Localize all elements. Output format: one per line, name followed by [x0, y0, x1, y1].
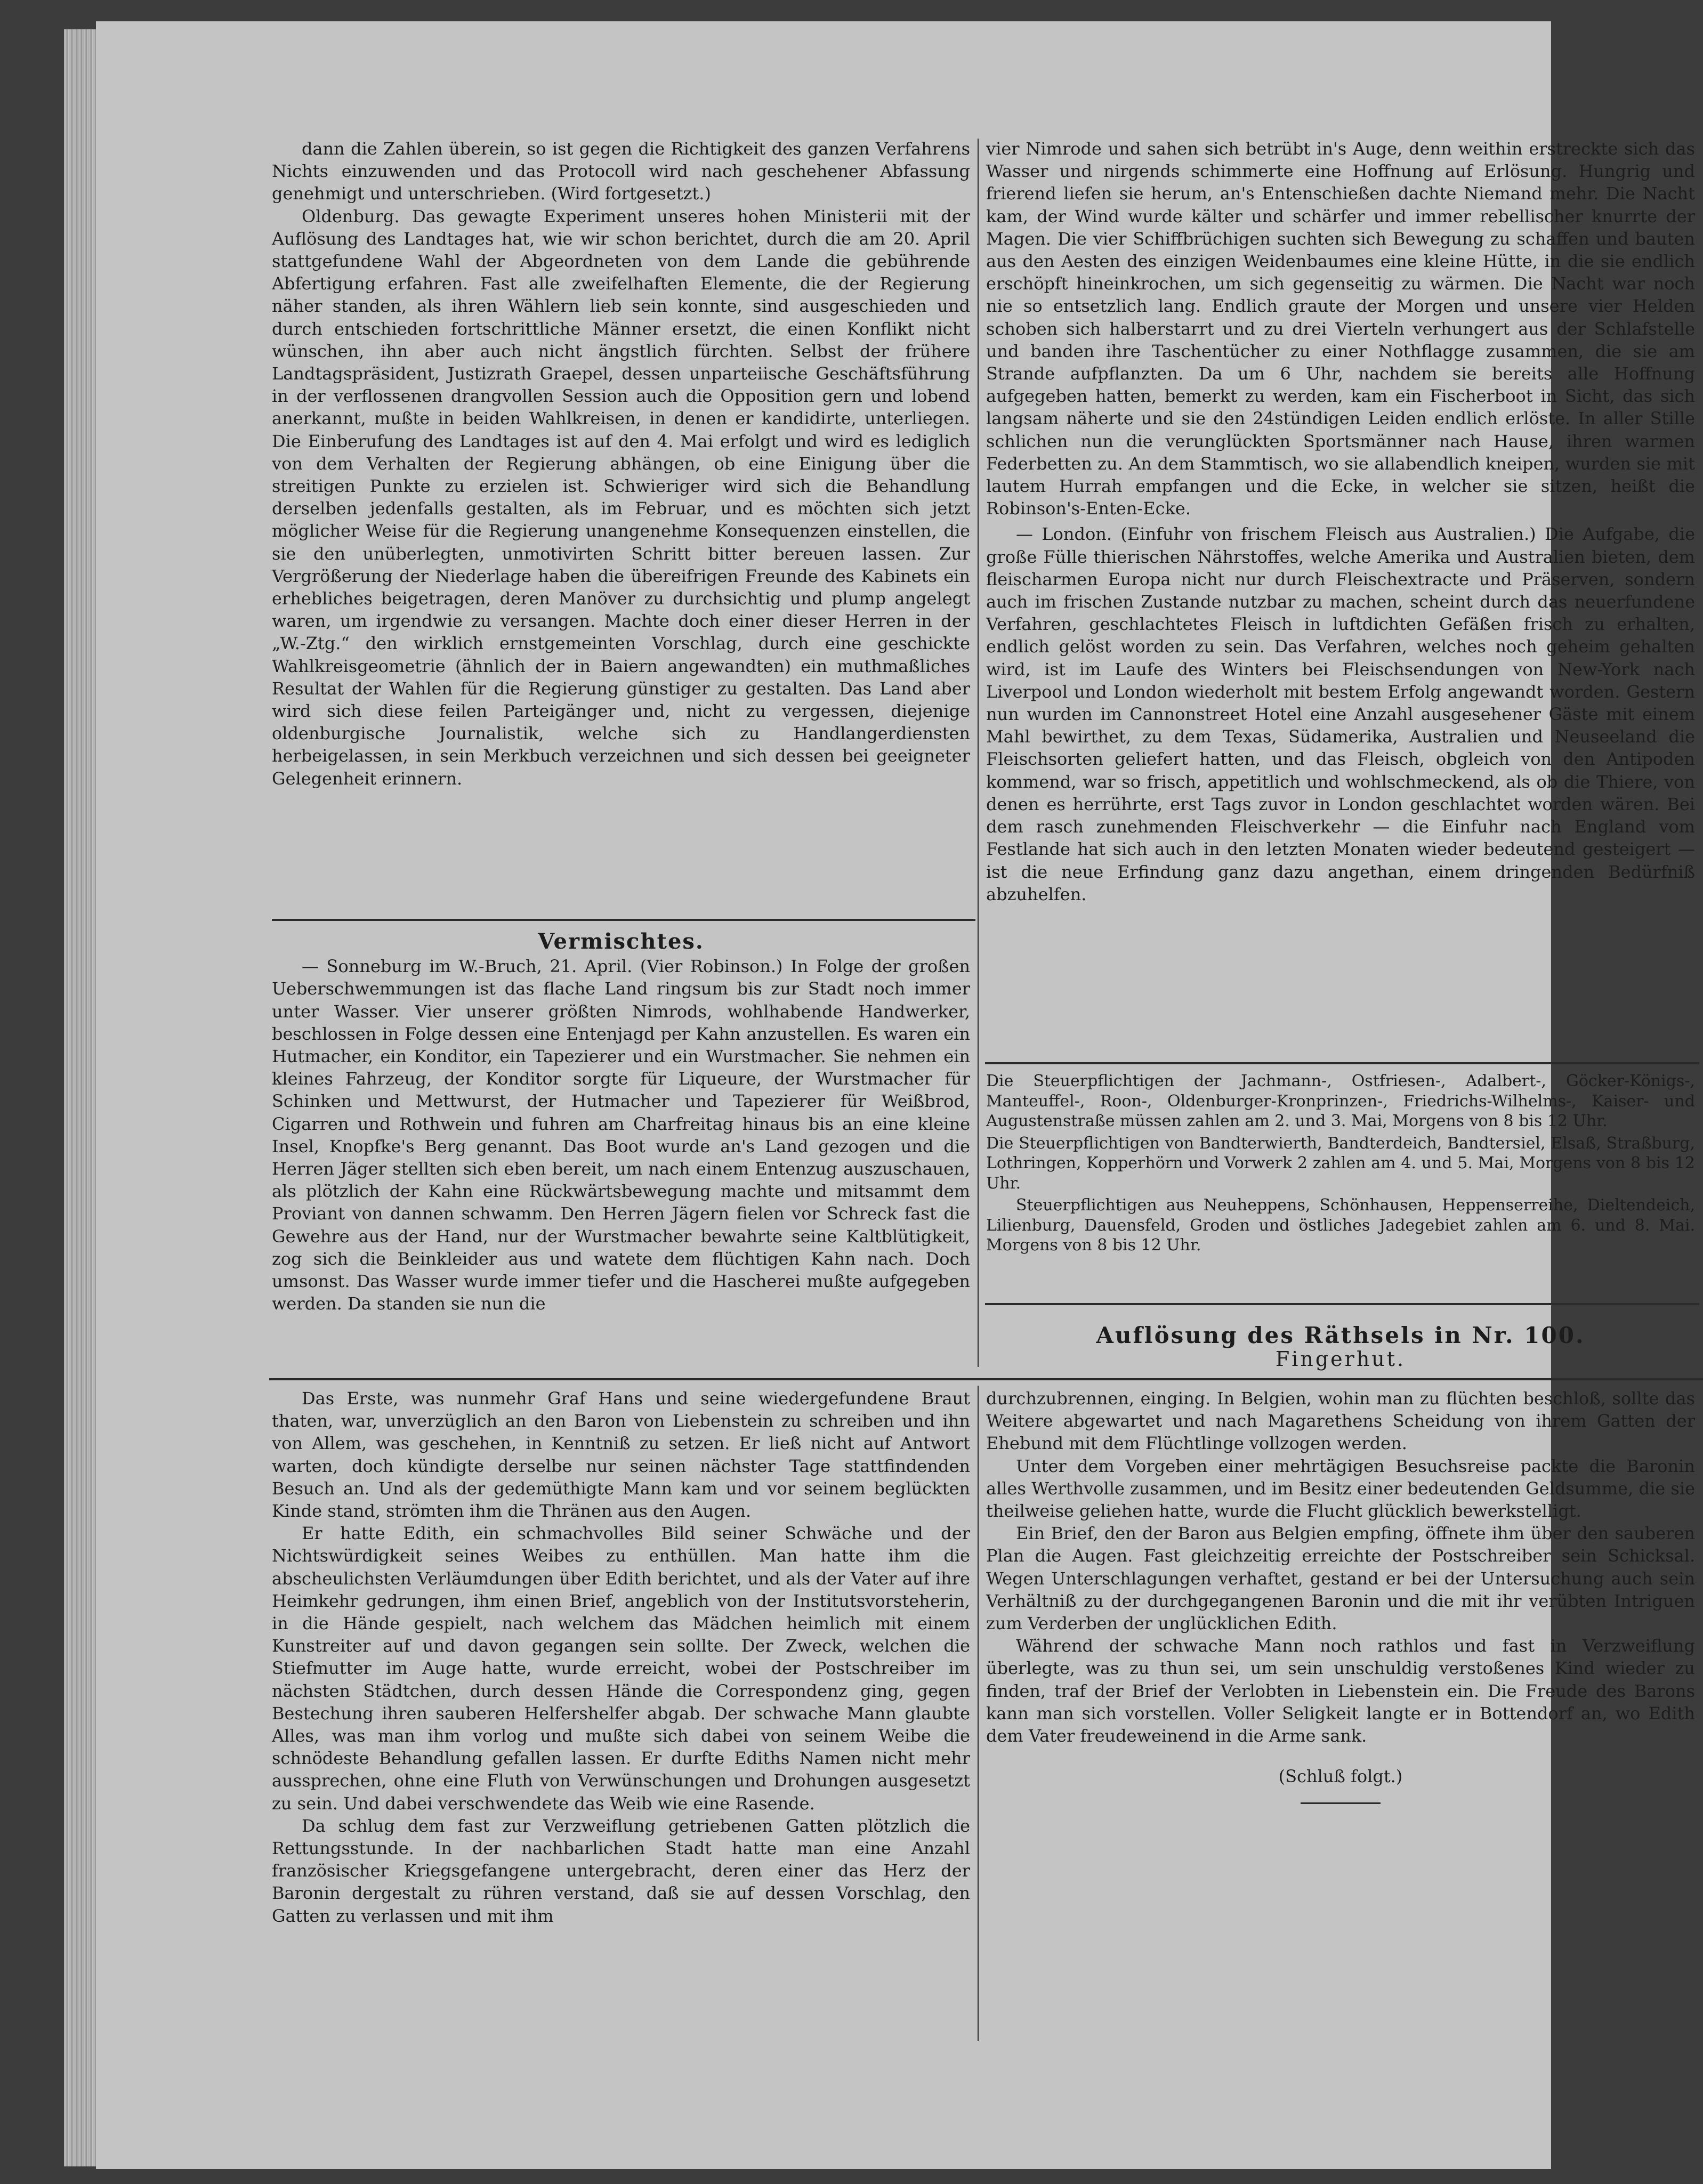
- feuilleton-paragraph: Das Erste, was nunmehr Graf Hans und seine wiedergefundene Braut thaten, war, unverzüglich an den Baron von Liebenstein zu schreiben und ihn von Allem, was geschehen, in Kenntniß zu setzen. Er ließ nicht auf Antwort warten, doch kündigte derselbe nur seinen nächster Tage stattfindenden Besuch an. Und als der gedemüthigte Mann kam und vor seinem beglückten Kinde stand, strömten ihm die Thränen aus den Augen.: [272, 1388, 970, 1522]
- paragraph-continuation: dann die Zahlen überein, so ist gegen die Richtigkeit des ganzen Verfahrens Nichts einzuwenden und das Protocoll wird nach geschehener Abfassung genehmigt und unterschrieben. (Wird fortgesetzt.): [272, 139, 970, 204]
- announcement-item: Die Steuerpflichtigen von Bandterwierth, Bandterdeich, Bandtersiel, Elsaß, Straßburg, Lothringen, Kopperhörn und Vorwerk 2 zahlen am 4. und 5. Mai, Morgens von 8 bis 12 Uhr.: [986, 1134, 1695, 1193]
- raetsel-rule: [985, 1303, 1699, 1305]
- column-divider-upper: [978, 139, 979, 1367]
- feuilleton-paragraph: Er hatte Edith, ein schmachvolles Bild seiner Schwäche und der Nichtswürdigkeit seines Weibes zu enthüllen. Man hatte ihm die abscheulichsten Verläumdungen über Edith berichtet, und als der Vater auf ihre Heimkehr gedrungen, ihm einen Brief, angeblich von der Institutsvorsteherin, in die Hände gespielt, nach welchem das Mädchen heimlich mit einem Kunstreiter auf und davon gegangen sein sollte. Der Zweck, welchen die Stiefmutter im Auge hatte, wurde erreicht, wobei der Postschreiber im nächsten Städtchen, durch dessen Hände die Correspondenz ging, gegen Bestechung ihren sauberen Helfershelfer abgab. Der schwache Mann glaubte Alles, was man ihm vorlog und mußte sich dabei von seinem Weibe die schnödeste Behandlung gefallen lassen. Er durfte Ediths Namen nicht mehr aussprechen, ohne eine Fluth von Verwünschungen und Drohungen ausgesetzt zu sein. Und dabei verschwendete das Weib wie eine Rasende.: [272, 1523, 970, 1814]
- paragraph-london: — London. (Einfuhr von frischem Fleisch aus Australien.) Die Aufgabe, die große Fülle thierischen Nährstoffes, welche Amerika und Australien bieten, dem fleischarmen Europa nicht nur durch Fleischextracte und Präserven, sondern auch im frischen Zustande nutzbar zu machen, scheint durch das neuerfundene Verfahren, geschlachtetes Fleisch in luftdichten Gefäßen frisch zu erhalten, endlich gelöst worden zu sein. Das Verfahren, welches noch geheim gehalten wird, ist im Laufe des Winters bei Fleischsendungen von New-York nach Liverpool und London wiederholt mit bestem Erfolg angewandt worden. Gestern nun wurden im Cannonstreet Hotel eine Anzahl ausgesehener Gäste mit einem Mahl bewirthet, zu dem Texas, Südamerika, Australien und Neuseeland die Fleischsorten geliefert hatten, und das Fleisch, obgleich von den Antipoden kommend, war so frisch, appetitlich und wohlschmeckend, als ob die Thiere, von denen es herrührte, erst Tags zuvor in London geschlachtet worden wären. Bei dem rasch zunehmenden Fleischverkehr — die Einfuhr nach England vom Festlande hat sich auch in den letzten Monaten wieder bedeutend gesteigert — ist die neue Erfindung ganz dazu angethan, einem dringenden Bedürfniß abzuhelfen.: [986, 524, 1695, 904]
- section-rule: [272, 919, 975, 921]
- vermischtes-heading: Vermischtes.: [538, 929, 704, 954]
- paragraph-sonneburg: — Sonneburg im W.-Bruch, 21. April. (Vier Robinson.) In Folge der großen Ueberschwemmungen ist das flache Land ringsum bis zur Stadt noch immer unter Wasser. Vier unserer größten Nimrods, wohlhabende Handwerker, beschlossen in Folge dessen eine Entenjagd per Kahn anzustellen. Es waren ein Hutmacher, ein Konditor, ein Tapezierer und ein Wurstmacher. Sie nehmen ein kleines Fahrzeug, der Konditor sorgte für Liqueure, der Wurstmacher für Schinken und Mettwurst, der Hutmacher und Tapezierer für Weißbrod, Cigarren und Rothwein und fuhren am Charfreitag hinaus bis an eine kleine Insel, Knopfke's Berg genannt. Das Boot wurde an's Land gezogen und die Herren Jäger stellten sich eben bereit, um nach einem Entenzug auszuschauen, als plötzlich der Kahn eine Rückwärtsbewegung machte und mitsammt dem Proviant von dannen schwamm. Den Herren Jägern fielen vor Schreck fast die Gewehre aus der Hand, nur der Wurstmacher bewahrte seine Kaltblütigkeit, zog sich die Beinkleider aus und watete dem flüchtigen Kahn nach. Doch umsonst. Das Wasser wurde immer tiefer und die Hascherei mußte aufgegeben werden. Da standen sie nun die: [272, 956, 970, 1314]
- raetsel-answer: Fingerhut.: [1275, 1347, 1406, 1371]
- raetsel-title: Auflösung des Räthsels in Nr. 100.: [1096, 1322, 1585, 1348]
- feuilleton-separator: [269, 1378, 1703, 1380]
- column-left-vermischtes: [272, 927, 970, 1315]
- section-rule-right: [985, 1062, 1699, 1064]
- feuilleton-paragraph: Da schlug dem fast zur Verzweiflung getriebenen Gatten plötzlich die Rettungsstunde. In der nachbarlichen Stadt hatte man eine Anzahl französischer Kriegsgefangene untergebracht, deren einer das Herz der Baronin dergestalt zu rühren verstand, daß sie auf dessen Vorschlag, den Gatten zu verlassen und mit ihm: [272, 1815, 970, 1926]
- column-right-top: [986, 137, 1695, 905]
- column-divider-lower: [978, 1386, 979, 2041]
- feuilleton-paragraph: Während der schwache Mann noch rathlos und fast in Verzweiflung überlegte, was zu thun sei, um sein unschuldig verstoßenes Kind wieder zu finden, traf der Brief der Verlobten in Liebenstein ein. Die Freude des Barons kann man sich vorstellen. Voller Seligkeit langte er in Bottendorf an, wo Edith dem Vater freudeweinend in die Arme sank.: [986, 1636, 1695, 1746]
- column-left-top: [272, 137, 970, 790]
- feuilleton-column-right: [986, 1387, 1695, 1804]
- closing-rule: [1301, 1802, 1381, 1804]
- newspaper-page: [96, 21, 1695, 2169]
- feuilleton-paragraph: durchzubrennen, einging. In Belgien, wohin man zu flüchten beschloß, sollte das Weitere abgewartet und nach Magarethens Scheidung von ihrem Gatten der Ehebund mit dem Flüchtlinge vollzogen werden.: [986, 1388, 1695, 1454]
- announcement-item: Steuerpflichtigen aus Neuheppens, Schönhausen, Heppenserreihe, Dieltendeich, Lilienburg, Dauensfeld, Groden und östliches Jadegebiet zahlen am 6. und 8. Mai. Morgens von 8 bis 12 Uhr.: [986, 1196, 1695, 1255]
- raetsel-block: [986, 1324, 1695, 1370]
- paragraph-oldenburg: Oldenburg. Das gewagte Experiment unseres hohen Ministerii mit der Auflösung des Landtages hat, wie wir schon berichtet, durch die am 20. April stattgefundene Wahl der Abgeordneten von dem Lande die gebührende Abfertigung erfahren. Fast alle zweifelhaften Elemente, die der Regierung näher standen, als ihren Wählern lieb sein konnte, sind ausgeschieden und durch entschieden fortschrittliche Männer ersetzt, die einen Konflikt nicht wünschen, ihn aber auch nicht ängstlich fürchten. Selbst der frühere Landtagspräsident, Justizrath Graepel, dessen unparteiische Geschäftsführung in der verflossenen drangvollen Session auch die Opposition gern und lobend anerkannt, mußte in beiden Wahlkreisen, in denen er kandidirte, unterliegen. Die Einberufung des Landtages ist auf den 4. Mai erfolgt und wird es lediglich von dem Verhalten der Regierung abhängen, ob eine Einigung über die streitigen Punkte zu erzielen ist. Schwieriger wird sich die Behandlung derselben jedenfalls gestalten, als im Februar, und es möchten sich jetzt möglicher Weise für die Regierung unangenehme Konsequenzen einstellen, die sie den unüberlegten, unmotivirten Schritt bitter bereuen lassen. Zur Vergrößerung der Niederlage haben die übereifrigen Freunde des Kabinets ein erhebliches beigetragen, deren Manöver zu durchsichtig und plump angelegt waren, um irgendwie zu versangen. Machte doch einer dieser Herren in der „W.-Ztg.“ den wirklich ernstgemeinten Vorschlag, durch eine geschickte Wahlkreisgeometrie (ähnlich der in Baiern angewandten) ein muthmaßliches Resultat der Wahlen für die Regierung günstiger zu gestalten. Das Land aber wird sich diese feilen Parteigänger und, nicht zu vergessen, diejenige oldenburgische Journalistik, welche sich zu Handlangerdiensten herbeigelassen, in sein Merkbuch verzeichnen und sich dessen bei geeigneter Gelegenheit erinnern.: [272, 206, 970, 789]
- schluss-folgt: (Schluß folgt.): [1278, 1766, 1403, 1787]
- feuilleton-column-left: [272, 1387, 970, 1927]
- announcements-block: [986, 1071, 1695, 1256]
- feuilleton-paragraph: Unter dem Vorgeben einer mehrtägigen Besuchsreise packte die Baronin alles Werthvolle zusammen, und im Besitz einer bedeutenden Geldsumme, die sie theilweise geliehen hatte, wurde die Flucht glücklich bewerkstelligt.: [986, 1455, 1695, 1522]
- paragraph-nimrode: vier Nimrode und sahen sich betrübt in's Auge, denn weithin erstreckte sich das Wasser und nirgends schimmerte eine Hoffnung auf Erlösung. Hungrig und frierend liefen sie herum, an's Entenschießen dachte Niemand mehr. Die Nacht kam, der Wind wurde kälter und schärfer und immer rebellischer knurrte der Magen. Die vier Schiffbrüchigen suchten sich Bewegung zu schaffen und bauten aus den Aesten des einzigen Weidenbaumes eine kleine Hütte, in die sie endlich erschöpft hineinkrochen, um sich gegenseitig zu wärmen. Die Nacht war noch nie so entsetzlich lang. Endlich graute der Morgen und unsere vier Helden schoben sich halberstarrt und zu drei Vierteln verhungert aus der Schlafstelle und banden ihre Taschentücher zu einer Nothflagge zusammen, die sie am Strande aufpflanzten. Da um 6 Uhr, nachdem sie bereits alle Hoffnung aufgegeben hatten, bemerkt zu werden, kam ein Fischerboot in Sicht, das sich langsam näherte und sie den 24stündigen Leiden endlich erlöste. In aller Stille schlichen nun die verunglückten Sportsmänner nach Hause, ihren warmen Federbetten zu. An dem Stammtisch, wo sie allabendlich kneipen, wurden sie mit lautem Hurrah empfangen und die Ecke, in welcher sie sitzen, heißt die Robinson's-Enten-Ecke.: [986, 139, 1695, 519]
- announcement-item: Die Steuerpflichtigen der Jachmann-, Ostfriesen-, Adalbert-, Göcker-Königs-, Manteuffel-, Roon-, Oldenburger-Kronprinzen-, Friedrichs-Wilhelms-, Kaiser- und Augustenstraße müssen zahlen am 2. und 3. Mai, Morgens von 8 bis 12 Uhr.: [986, 1072, 1695, 1130]
- feuilleton-paragraph: Ein Brief, den der Baron aus Belgien empfing, öffnete ihm über den sauberen Plan die Augen. Fast gleichzeitig erreichte der Postschreiber sein Schicksal. Wegen Unterschlagungen verhaftet, gestand er bei der Untersuchung auch sein Verhältniß zu der durchgegangenen Baronin und die mit ihr verübten Intriguen zum Verderben der unglücklichen Edith.: [986, 1523, 1695, 1634]
